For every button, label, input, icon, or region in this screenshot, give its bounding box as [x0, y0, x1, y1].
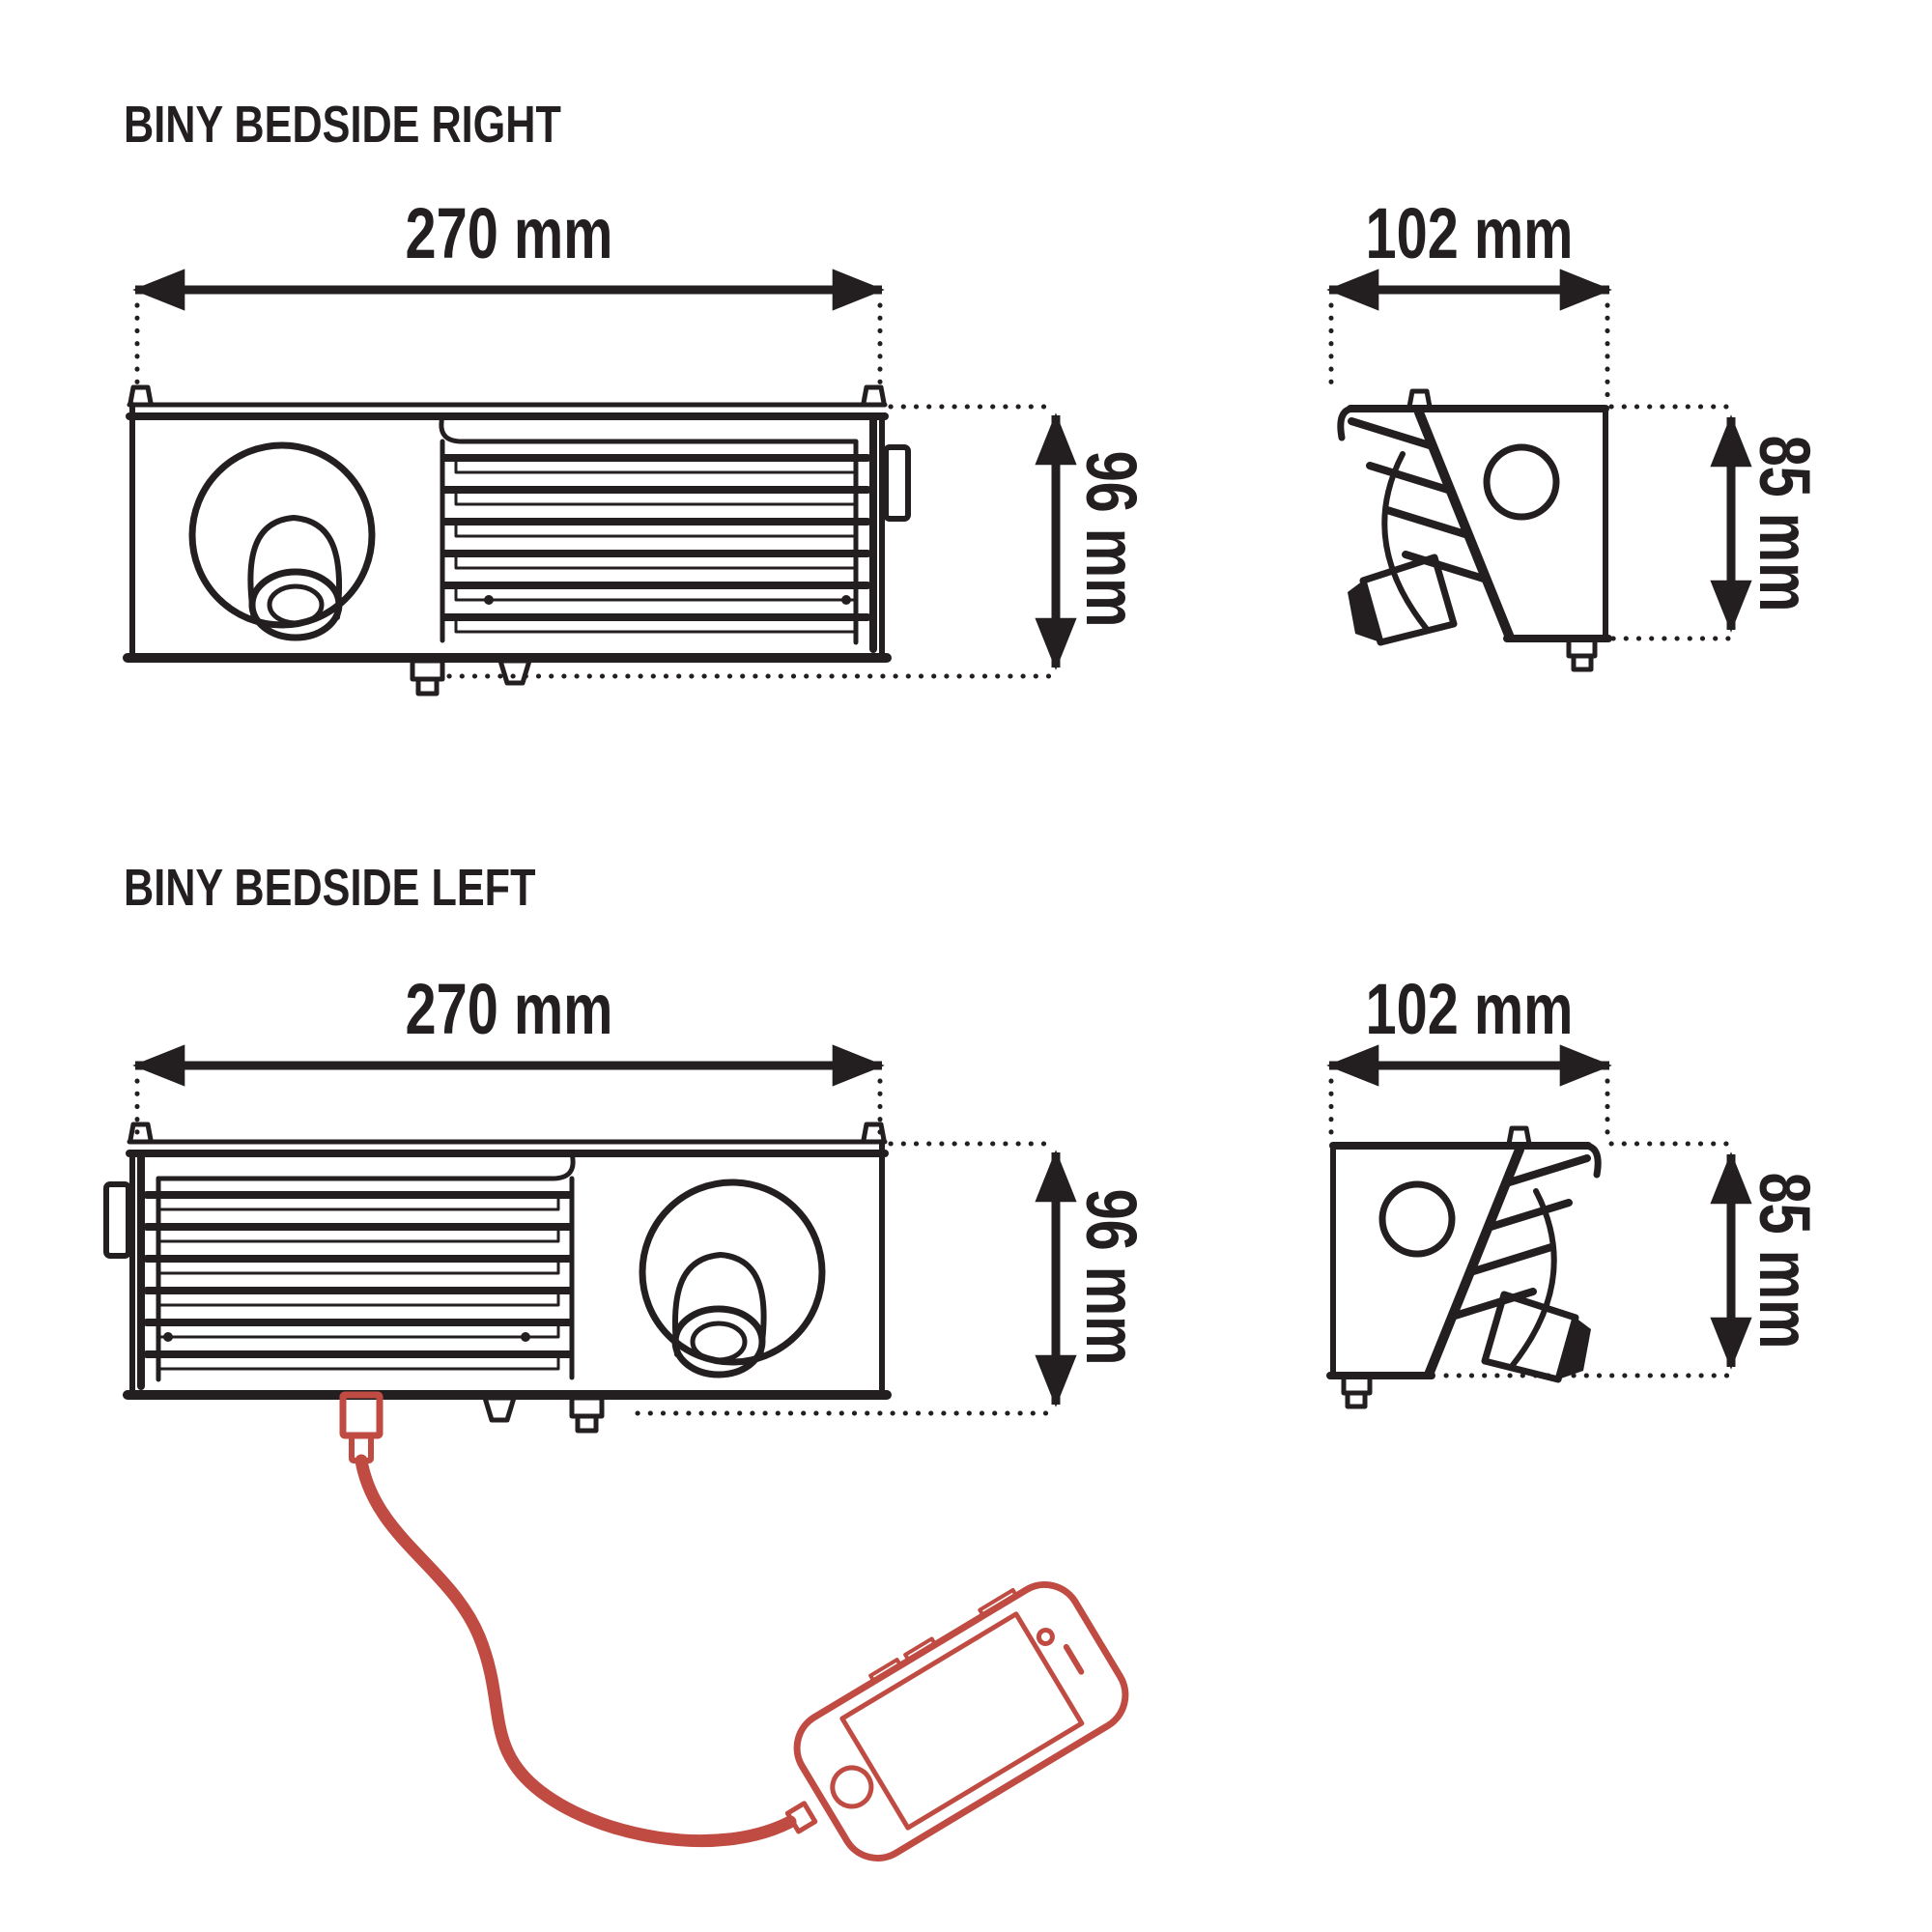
usb-charging-illustration — [343, 1395, 1139, 1890]
dimension-label: 270 mm — [405, 194, 613, 274]
dimension-label: 102 mm — [1365, 970, 1574, 1050]
bedside-left-side-width-dimension — [1329, 970, 1609, 1140]
bedside-right-side-view — [1341, 391, 1608, 669]
dimension-label: 270 mm — [405, 970, 613, 1050]
bedside-right-front-height-dimension — [449, 407, 1151, 676]
dimension-label: 96 mm — [1070, 450, 1151, 628]
dimension-label: 85 mm — [1744, 435, 1824, 612]
bedside-left-side-view — [1330, 1128, 1598, 1406]
dimension-label: 102 mm — [1365, 194, 1574, 274]
usb-plug-icon — [343, 1395, 380, 1461]
speaker-icon — [1066, 1647, 1081, 1672]
bedside-right-front-width-dimension — [135, 194, 882, 394]
bedside-left-front-width-dimension — [135, 970, 882, 1140]
bedside-right-side-width-dimension — [1329, 194, 1609, 404]
bedside-left-front-view — [106, 1124, 887, 1431]
smartphone-icon — [749, 1566, 1139, 1890]
dimension-label: 96 mm — [1070, 1188, 1151, 1366]
bedside-right-side-height-dimension — [1611, 407, 1824, 639]
usb-cable-icon — [361, 1461, 790, 1841]
dimension-label: 85 mm — [1744, 1172, 1824, 1350]
section-title-bedside-right: BINY BEDSIDE RIGHT — [124, 96, 561, 154]
camera-icon — [1037, 1628, 1055, 1646]
section-title-bedside-left: BINY BEDSIDE LEFT — [124, 859, 536, 917]
bedside-right-front-view — [128, 387, 908, 694]
